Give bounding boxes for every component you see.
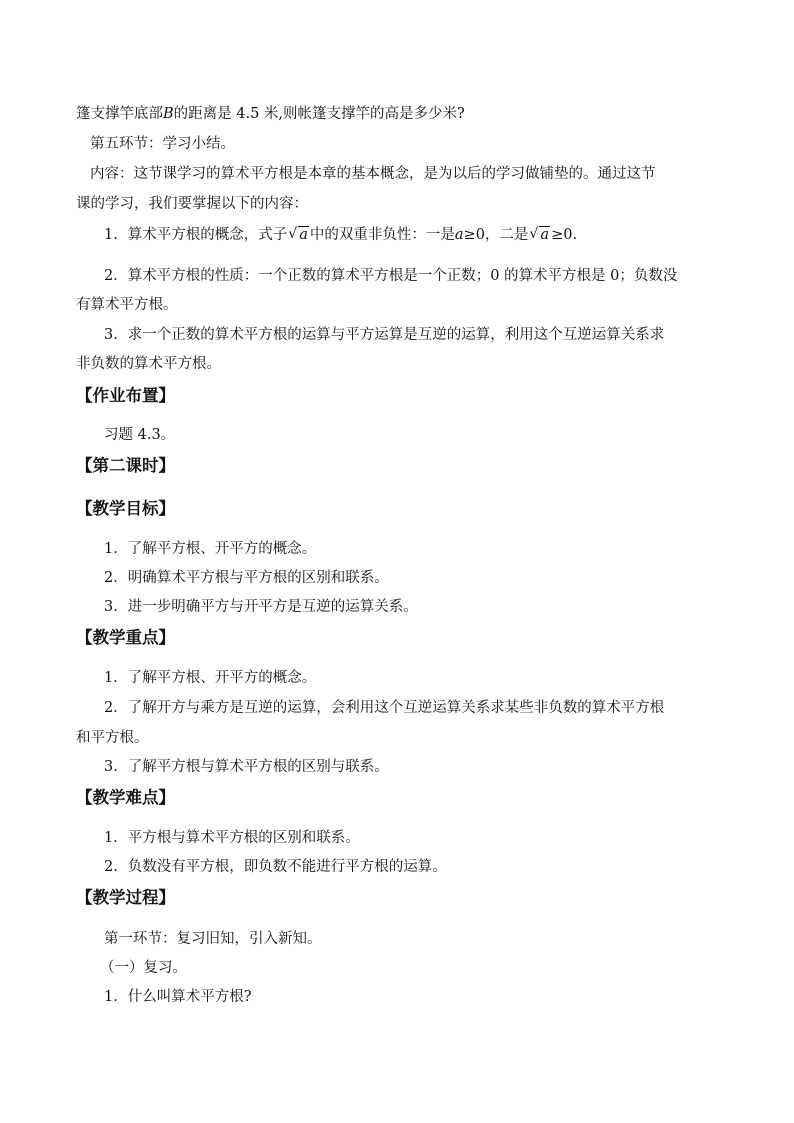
homework-heading: 【作业布置】 (76, 386, 175, 405)
summary-point-3a: 3．求一个正数的算术平方根的运算与平方运算是互逆的运算，利用这个互逆运算关系求 (104, 327, 665, 343)
point1-variable: a (454, 227, 464, 243)
summary-point-2a: 2．算术平方根的性质：一个正数的算术平方根是一个正数；0 的算术平方根是 0；负数没 (104, 268, 678, 284)
intro-text-pre: 篷支撑竿底部 (76, 106, 163, 122)
difficulties-heading: 【教学难点】 (76, 788, 175, 807)
sqrt-argument: a (299, 227, 308, 243)
point1-mid: 中的双重非负性：一是 (309, 227, 455, 243)
difficulty-item-1: 1．平方根与算术平方根的区别和联系。 (104, 830, 360, 846)
keypoint-item-3: 3．了解平方根与算术平方根的区别与联系。 (104, 759, 389, 775)
intro-line (76, 104, 465, 124)
section5-content-p2: 课的学习，我们要掌握以下的内容： (76, 196, 308, 212)
keypoint-item-2a: 2．了解开方与乘方是互逆的运算，会利用这个互逆运算关系求某些非负数的算术平方根 (104, 700, 665, 716)
lesson2-heading: 【第二课时】 (76, 456, 175, 475)
goal-item-1: 1．了解平方根、开平方的概念。 (104, 541, 317, 557)
goals-heading: 【教学目标】 (76, 499, 175, 518)
process-heading: 【教学过程】 (76, 888, 175, 907)
summary-point-1 (104, 225, 577, 245)
point1-cond1: ≥0，二是 (463, 227, 529, 243)
keypoint-item-2b: 和平方根。 (76, 730, 149, 746)
goal-item-2: 2．明确算术平方根与平方根的区别和联系。 (104, 570, 389, 586)
sqrt-argument-2: a (540, 227, 550, 243)
section5-content-p1: 内容：这节课学习的算术平方根是本章的基本概念，是为以后的学习做铺垫的。通过这节 (90, 166, 656, 182)
section5-title: 第五环节：学习小结。 (90, 136, 235, 152)
goal-item-3: 3．进一步明确平方与开平方是互逆的运算关系。 (104, 599, 418, 615)
keypoint-item-1: 1．了解平方根、开平方的概念。 (104, 670, 317, 686)
point1-cond2: ≥0. (551, 227, 578, 243)
process-sub-1: （一）复习。 (100, 960, 187, 976)
process-step-1: 第一环节：复习旧知，引入新知。 (104, 931, 322, 947)
point1-pre: 1．算术平方根的概念，式子 (104, 227, 288, 243)
summary-point-2b: 有算术平方根。 (76, 297, 178, 313)
sqrt-symbol: √ a (288, 226, 308, 243)
process-question-1: 1．什么叫算术平方根? (104, 989, 252, 1005)
summary-point-3b: 非负数的算术平方根。 (76, 356, 221, 372)
keypoints-heading: 【教学重点】 (76, 628, 175, 647)
difficulty-item-2: 2．负数没有平方根，即负数不能进行平方根的运算。 (104, 859, 447, 875)
intro-text-post: 的距离是 4.5 米,则帐篷支撑竿的高是多少米? (173, 106, 465, 122)
sqrt-symbol-2: √ a (529, 226, 550, 243)
homework-text: 习题 4.3。 (104, 427, 176, 443)
intro-variable: B (163, 106, 174, 122)
